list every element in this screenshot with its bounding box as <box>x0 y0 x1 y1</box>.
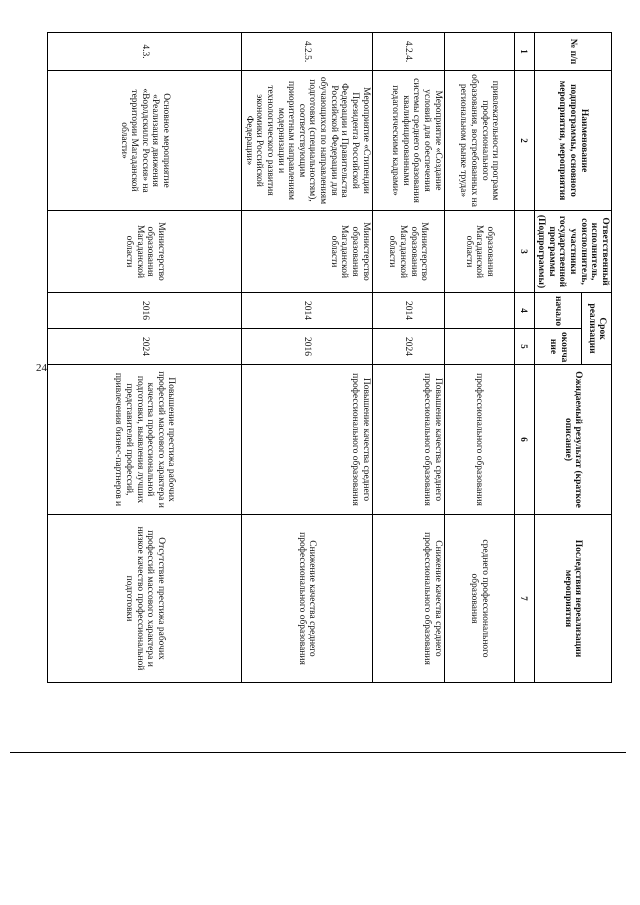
row-executor: образования Магаданской области <box>444 211 514 293</box>
row-name: Мероприятие «Стипендии Президента Российской Федерации и Правительства Российской Федерации для обучающихся по направлениям подготовки (специальностям), соответствующим приоритетным направлениям модернизации и технологического развития экономики Российской Федерации» <box>242 71 373 211</box>
row-result: профессионального образования <box>444 365 514 515</box>
row-num: 4.2.5. <box>242 33 373 71</box>
row-consequence: Снижение качества среднего профессионального образования <box>372 515 444 683</box>
row-start <box>444 293 514 329</box>
header-num: № п/п <box>534 33 611 71</box>
column-number: 7 <box>514 515 534 683</box>
row-name: привлекательности программ профессионального образования, востребованных на региональном рынке труда» <box>444 71 514 211</box>
row-executor: Министерство образования Магаданской области <box>48 211 242 293</box>
table-row <box>444 33 514 683</box>
table-row <box>242 33 373 683</box>
row-num: 4.2.4. <box>372 33 444 71</box>
row-executor: Министерство образования Магаданской области <box>372 211 444 293</box>
header-consequence: Последствия нереализации мероприятия <box>534 515 611 683</box>
row-result: Повышение престижа рабочих профессий массового характера и качества профессиональной подготовки, выявления лучших представителей профессий, привлечения бизнес-партнеров и <box>48 365 242 515</box>
page-number: 24 <box>36 362 47 374</box>
column-number: 6 <box>514 365 534 515</box>
row-num <box>444 33 514 71</box>
row-consequence: Снижение качества среднего профессионального образования <box>242 515 373 683</box>
table-row <box>48 33 242 683</box>
table-row <box>372 33 444 683</box>
row-end: 2024 <box>372 329 444 365</box>
column-number: 1 <box>514 33 534 71</box>
header-name: Наименование подпрограммы, основного мероприятия, мероприятия <box>534 71 611 211</box>
row-name: Основное мероприятие «Реализация движения «Ворлдскиллс Россия» на территории Магаданской области» <box>48 71 242 211</box>
row-result: Повышение качества среднего профессионального образования <box>242 365 373 515</box>
header-start: начало <box>534 293 582 329</box>
row-start: 2014 <box>242 293 373 329</box>
activities-table <box>47 32 612 683</box>
row-result: Повышение качества среднего профессионального образования <box>372 365 444 515</box>
row-name: Мероприятие «Создание условий для обеспечения системы среднего образования квалифицированными педагогическими кадрами» <box>372 71 444 211</box>
rotated-table-container <box>47 32 612 682</box>
column-number: 4 <box>514 293 534 329</box>
column-number: 3 <box>514 211 534 293</box>
row-start: 2014 <box>372 293 444 329</box>
row-consequence: среднего профессионального образования <box>444 515 514 683</box>
row-end: 2016 <box>242 329 373 365</box>
column-number: 2 <box>514 71 534 211</box>
row-end <box>444 329 514 365</box>
row-num: 4.3. <box>48 33 242 71</box>
header-result: Ожидаемый результат (краткое описание) <box>534 365 611 515</box>
header-executor: Ответственный исполнитель, соисполнитель, участники государственной программы (Подпрограммы) <box>534 211 611 293</box>
header-term: Срок реализации <box>582 293 612 365</box>
column-number: 5 <box>514 329 534 365</box>
row-executor: Министерство образования Магаданской области <box>242 211 373 293</box>
row-end: 2024 <box>48 329 242 365</box>
header-end: оконча ние <box>534 329 582 365</box>
bottom-rule <box>10 752 626 753</box>
row-start: 2016 <box>48 293 242 329</box>
row-consequence: Отсутствие престижа рабочих профессий массового характера и низкое качество профессиональной подготовки <box>48 515 242 683</box>
